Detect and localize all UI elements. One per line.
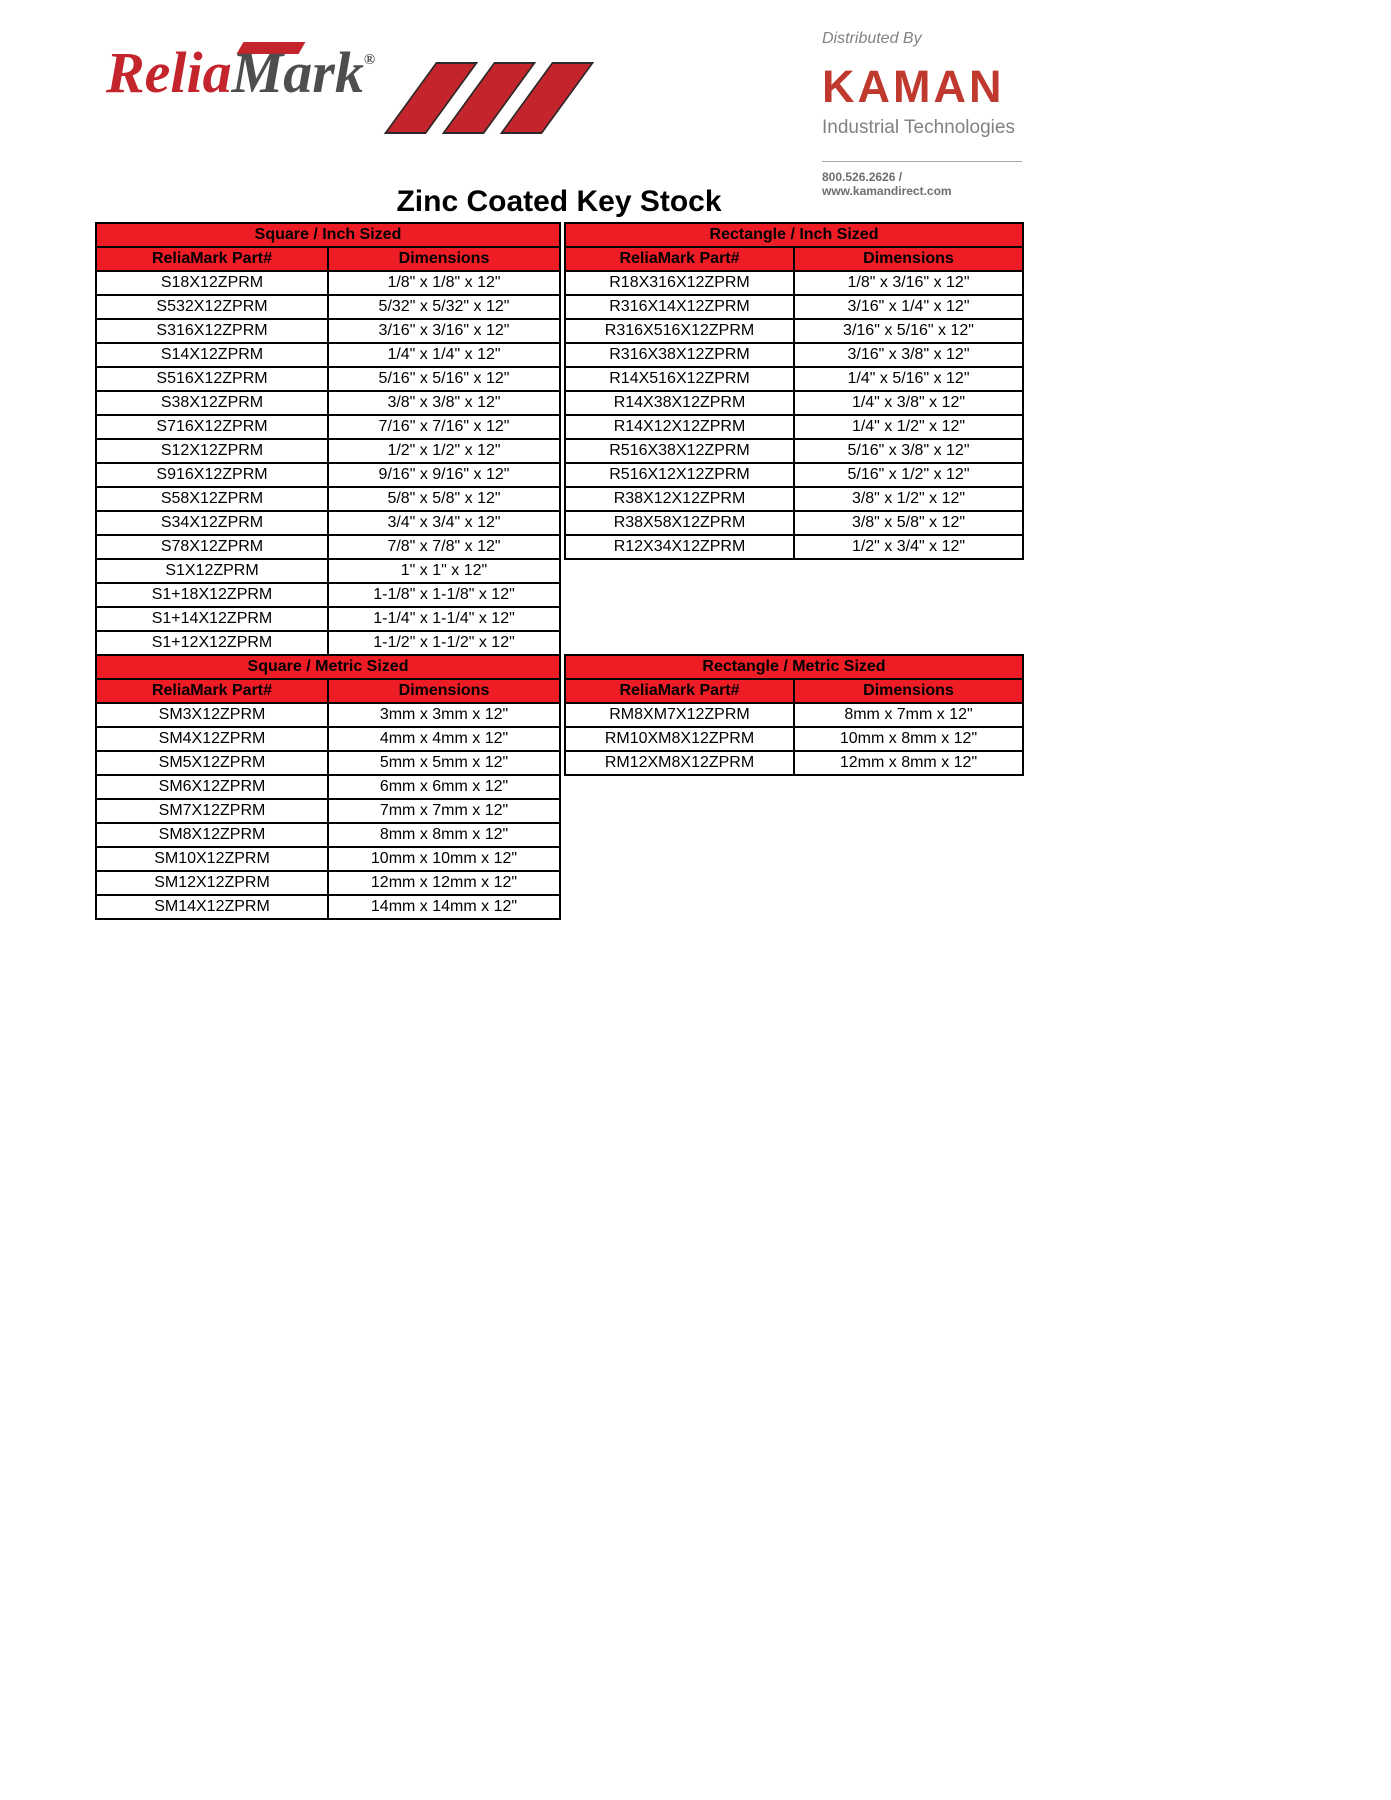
part-number-cell: R14X12X12ZPRM [565,415,794,439]
rectangle-inch-table [564,222,1024,560]
table-row [565,415,1023,439]
dimensions-cell: 12mm x 12mm x 12" [328,871,560,895]
part-number-cell: S316X12ZPRM [96,319,328,343]
dimensions-cell: 1/2" x 3/4" x 12" [794,535,1023,559]
part-number-cell: R18X316X12ZPRM [565,271,794,295]
table-row [96,439,560,463]
reliamark-logo [100,36,620,151]
part-number-cell: SM4X12ZPRM [96,727,328,751]
dimensions-cell: 10mm x 10mm x 12" [328,847,560,871]
dimensions-cell: 5/16" x 1/2" x 12" [794,463,1023,487]
dimensions-cell: 1-1/2" x 1-1/2" x 12" [328,631,560,655]
table-row [565,319,1023,343]
part-number-cell: S12X12ZPRM [96,439,328,463]
tables-area [95,222,1024,920]
kaman-contact: 800.526.2626 / www.kamandirect.com [822,170,952,198]
table-row [96,727,560,751]
dimensions-cell: 5/16" x 5/16" x 12" [328,367,560,391]
column-header-part-number: ReliaMark Part# [565,247,794,271]
section-header-rectangle-metric: Rectangle / Metric Sized [565,655,1023,679]
table-row [96,607,560,631]
dimensions-cell: 3/16" x 1/4" x 12" [794,295,1023,319]
kaman-tagline: Industrial Technologies [822,117,1015,138]
dimensions-cell: 3/8" x 1/2" x 12" [794,487,1023,511]
column-header-part-number: ReliaMark Part# [96,247,328,271]
dimensions-cell: 7mm x 7mm x 12" [328,799,560,823]
part-number-cell: S532X12ZPRM [96,295,328,319]
part-number-cell: RM8XM7X12ZPRM [565,703,794,727]
column-header-dimensions: Dimensions [794,679,1023,703]
dimensions-cell: 3/4" x 3/4" x 12" [328,511,560,535]
dimensions-cell: 10mm x 8mm x 12" [794,727,1023,751]
logo-mark: Mark [231,40,364,105]
part-number-cell: SM14X12ZPRM [96,895,328,919]
dimensions-cell: 1/8" x 3/16" x 12" [794,271,1023,295]
dimensions-cell: 8mm x 8mm x 12" [328,823,560,847]
logo-text [106,40,376,105]
table-row [96,487,560,511]
table-row [96,751,560,775]
table-row [96,775,560,799]
logo-relia: Relia [106,40,232,105]
table-row [565,367,1023,391]
part-number-cell: R14X38X12ZPRM [565,391,794,415]
kaman-divider [822,161,1022,162]
registered-mark-icon: ® [363,52,376,68]
section-header-square-metric: Square / Metric Sized [96,655,560,679]
dimensions-cell: 1/4" x 5/16" x 12" [794,367,1023,391]
column-header-dimensions: Dimensions [328,247,560,271]
part-number-cell: RM10XM8X12ZPRM [565,727,794,751]
table-row [565,439,1023,463]
dimensions-cell: 3mm x 3mm x 12" [328,703,560,727]
part-number-cell: SM7X12ZPRM [96,799,328,823]
table-row [96,703,560,727]
part-number-cell: SM3X12ZPRM [96,703,328,727]
part-number-cell: R316X38X12ZPRM [565,343,794,367]
part-number-cell: R516X12X12ZPRM [565,463,794,487]
table-row [96,271,560,295]
part-number-cell: S38X12ZPRM [96,391,328,415]
table-row [96,415,560,439]
part-number-cell: S1+18X12ZPRM [96,583,328,607]
part-number-cell: S78X12ZPRM [96,535,328,559]
part-number-cell: S1X12ZPRM [96,559,328,583]
dimensions-cell: 1/4" x 3/8" x 12" [794,391,1023,415]
left-table-column [95,222,561,920]
right-table-column [564,222,1024,776]
part-number-cell: S18X12ZPRM [96,271,328,295]
table-row [565,271,1023,295]
column-header-dimensions: Dimensions [328,679,560,703]
part-number-cell: SM5X12ZPRM [96,751,328,775]
dimensions-cell: 3/16" x 3/8" x 12" [794,343,1023,367]
dimensions-cell: 1/4" x 1/4" x 12" [328,343,560,367]
table-row [96,319,560,343]
table-row [96,367,560,391]
dimensions-cell: 6mm x 6mm x 12" [328,775,560,799]
part-number-cell: R12X34X12ZPRM [565,535,794,559]
page-title: Zinc Coated Key Stock [396,185,722,218]
section-header-square-inch: Square / Inch Sized [96,223,560,247]
logo-stripes-icon [368,62,608,134]
table-row [96,583,560,607]
square-metric-table [95,654,561,920]
part-number-cell: SM8X12ZPRM [96,823,328,847]
part-number-cell: S1+12X12ZPRM [96,631,328,655]
part-number-cell: S1+14X12ZPRM [96,607,328,631]
dimensions-cell: 5/8" x 5/8" x 12" [328,487,560,511]
dimensions-cell: 1-1/4" x 1-1/4" x 12" [328,607,560,631]
table-row [565,703,1023,727]
table-row [96,391,560,415]
dimensions-cell: 5/16" x 3/8" x 12" [794,439,1023,463]
table-row [96,895,560,919]
table-row [96,871,560,895]
table-row [565,487,1023,511]
table-row [565,535,1023,559]
table-row [96,823,560,847]
part-number-cell: S34X12ZPRM [96,511,328,535]
dimensions-cell: 1/2" x 1/2" x 12" [328,439,560,463]
table-row [565,511,1023,535]
table-row [565,463,1023,487]
part-number-cell: RM12XM8X12ZPRM [565,751,794,775]
dimensions-cell: 3/8" x 5/8" x 12" [794,511,1023,535]
table-row [96,511,560,535]
table-row [96,847,560,871]
table-row [565,295,1023,319]
dimensions-cell: 3/8" x 3/8" x 12" [328,391,560,415]
table-row [565,343,1023,367]
dimensions-cell: 3/16" x 5/16" x 12" [794,319,1023,343]
dimensions-cell: 1" x 1" x 12" [328,559,560,583]
part-number-cell: R38X12X12ZPRM [565,487,794,511]
part-number-cell: S58X12ZPRM [96,487,328,511]
table-row [96,295,560,319]
dimensions-cell: 12mm x 8mm x 12" [794,751,1023,775]
table-row [565,391,1023,415]
part-number-cell: R516X38X12ZPRM [565,439,794,463]
table-row [96,343,560,367]
dimensions-cell: 7/8" x 7/8" x 12" [328,535,560,559]
rectangle-metric-table [564,654,1024,776]
dimensions-cell: 3/16" x 3/16" x 12" [328,319,560,343]
part-number-cell: SM10X12ZPRM [96,847,328,871]
table-row [565,751,1023,775]
column-header-part-number: ReliaMark Part# [565,679,794,703]
table-row [96,559,560,583]
table-row [96,535,560,559]
part-number-cell: S716X12ZPRM [96,415,328,439]
distributed-by-label: Distributed By [822,30,922,47]
part-number-cell: SM12X12ZPRM [96,871,328,895]
dimensions-cell: 1-1/8" x 1-1/8" x 12" [328,583,560,607]
table-row [96,631,560,655]
part-number-cell: R316X14X12ZPRM [565,295,794,319]
part-number-cell: R14X516X12ZPRM [565,367,794,391]
kaman-logo: KAMAN [822,61,1005,112]
square-inch-table [95,222,561,656]
dimensions-cell: 9/16" x 9/16" x 12" [328,463,560,487]
dimensions-cell: 5mm x 5mm x 12" [328,751,560,775]
column-header-part-number: ReliaMark Part# [96,679,328,703]
dimensions-cell: 5/32" x 5/32" x 12" [328,295,560,319]
table-row [96,799,560,823]
column-header-dimensions: Dimensions [794,247,1023,271]
part-number-cell: S916X12ZPRM [96,463,328,487]
dimensions-cell: 1/8" x 1/8" x 12" [328,271,560,295]
part-number-cell: SM6X12ZPRM [96,775,328,799]
section-header-rectangle-inch: Rectangle / Inch Sized [565,223,1023,247]
dimensions-cell: 8mm x 7mm x 12" [794,703,1023,727]
table-row [565,727,1023,751]
part-number-cell: S516X12ZPRM [96,367,328,391]
part-number-cell: R316X516X12ZPRM [565,319,794,343]
part-number-cell: S14X12ZPRM [96,343,328,367]
dimensions-cell: 4mm x 4mm x 12" [328,727,560,751]
dimensions-cell: 14mm x 14mm x 12" [328,895,560,919]
dimensions-cell: 1/4" x 1/2" x 12" [794,415,1023,439]
table-row [96,463,560,487]
dimensions-cell: 7/16" x 7/16" x 12" [328,415,560,439]
kaman-block [822,30,1032,198]
part-number-cell: R38X58X12ZPRM [565,511,794,535]
